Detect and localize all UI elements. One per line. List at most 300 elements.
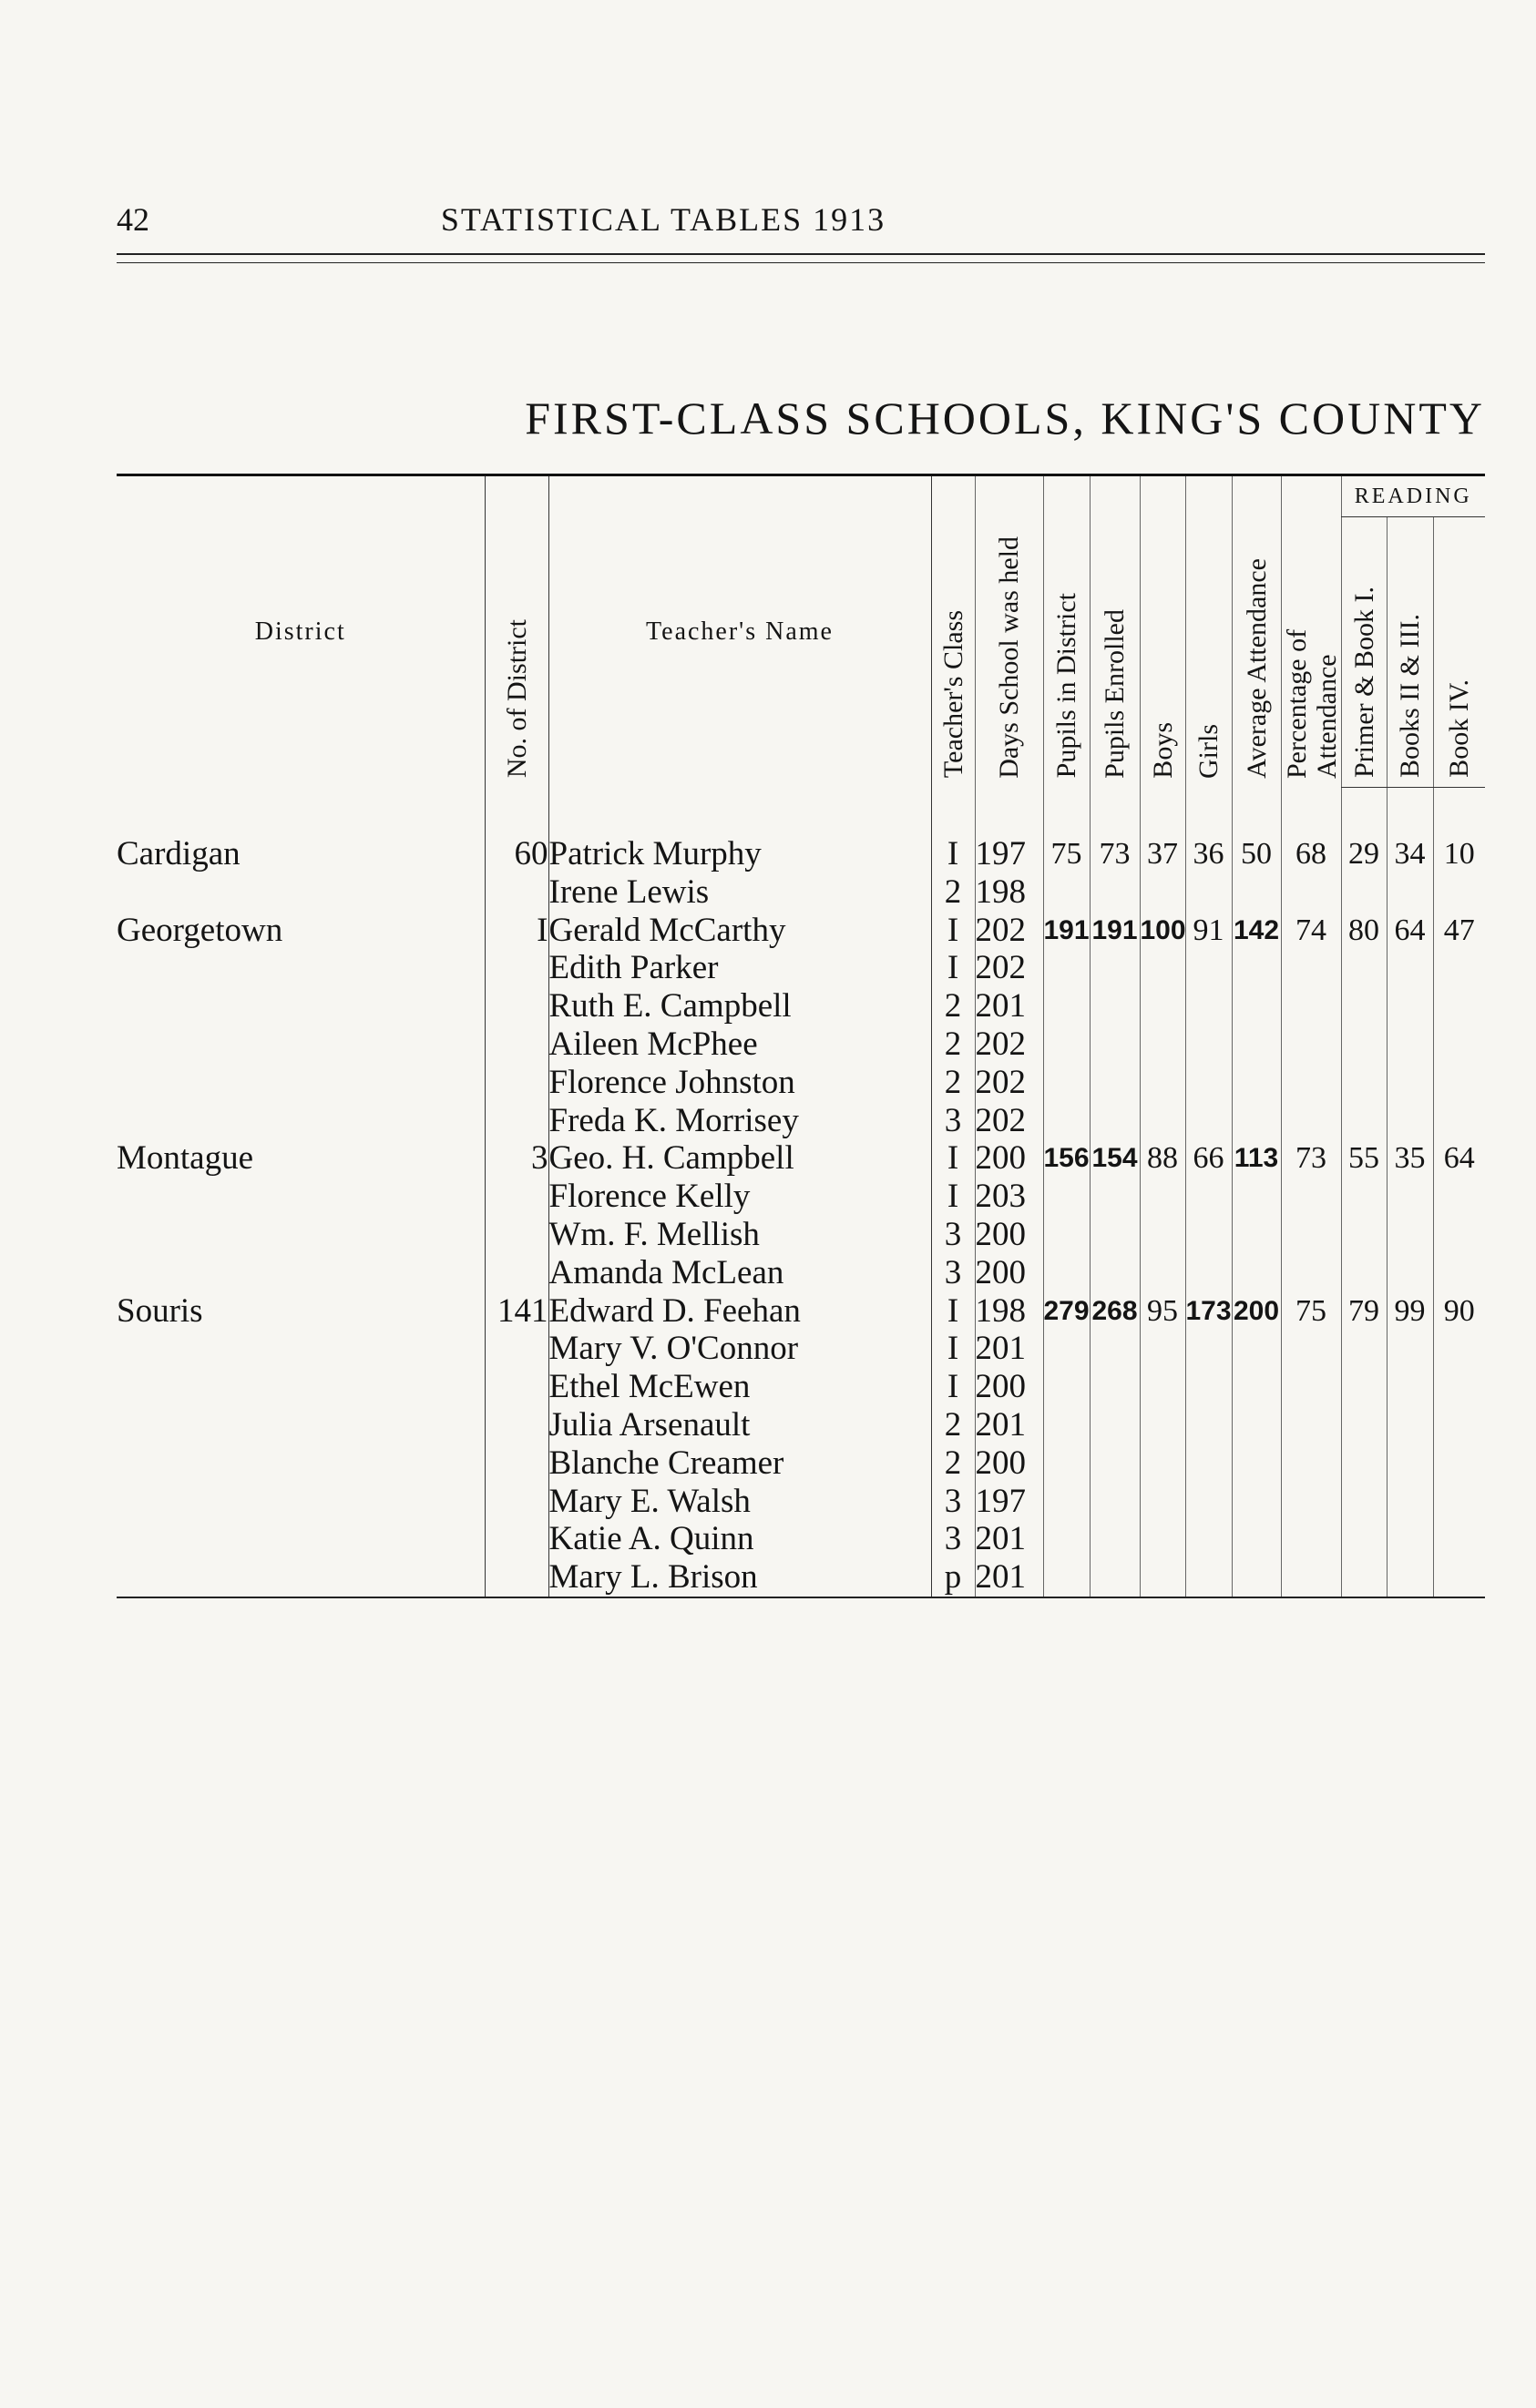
table-row (117, 1254, 1485, 1292)
primer-book-1-cell: 79 (1341, 1292, 1387, 1331)
table-row (117, 1368, 1485, 1406)
teacher-name-cell: Freda K. Morrisey (548, 1102, 931, 1140)
spacer-cell (931, 788, 975, 836)
teacher-name-cell: Wm. F. Mellish (548, 1216, 931, 1254)
girls-label: Girls (1193, 723, 1224, 779)
books-2-3-cell (1387, 1406, 1433, 1444)
girls-cell (1185, 1178, 1232, 1216)
days-held-cell: 200 (975, 1216, 1043, 1254)
average-attendance-cell (1232, 1558, 1281, 1597)
teacher-class-cell: 2 (931, 1025, 975, 1064)
average-attendance-cell (1232, 1444, 1281, 1483)
percentage-attendance-cell (1281, 1520, 1341, 1558)
boys-cell (1140, 1178, 1185, 1216)
column-header-no-of-district (485, 475, 548, 788)
table-row (117, 1178, 1485, 1216)
percentage-attendance-cell (1281, 1216, 1341, 1254)
spacer-cell (1232, 788, 1281, 836)
percentage-attendance-cell (1281, 1102, 1341, 1140)
spacer-cell (117, 788, 485, 836)
girls-cell (1185, 1406, 1232, 1444)
table-row (117, 873, 1485, 912)
girls-cell: 66 (1185, 1139, 1232, 1178)
pupils-enrolled-cell (1090, 1520, 1140, 1558)
teacher-name-cell: Aileen McPhee (548, 1025, 931, 1064)
pupils-enrolled-cell: 268 (1090, 1292, 1140, 1331)
column-header-pupils-enrolled (1090, 475, 1140, 788)
pupils-enrolled-cell (1090, 1178, 1140, 1216)
boys-cell: 95 (1140, 1292, 1185, 1331)
pupils-in-district-cell (1043, 1330, 1090, 1368)
average-attendance-cell (1232, 1178, 1281, 1216)
table-row (117, 1216, 1485, 1254)
column-header-district (117, 475, 485, 788)
teacher-class-cell: 2 (931, 1406, 975, 1444)
column-header-books-2-3 (1387, 517, 1433, 788)
table-row (117, 1406, 1485, 1444)
boys-cell (1140, 1558, 1185, 1597)
teacher-class-cell: I (931, 1368, 975, 1406)
percentage-attendance-cell: 73 (1281, 1139, 1341, 1178)
teacher-class-cell: 2 (931, 987, 975, 1025)
book-4-cell (1433, 949, 1485, 987)
district-cell (117, 1216, 485, 1254)
spacer-cell (1387, 788, 1433, 836)
header-rule (117, 253, 1485, 263)
boys-cell: 37 (1140, 835, 1185, 873)
district-number-cell (485, 1368, 548, 1406)
teacher-class-cell: 3 (931, 1216, 975, 1254)
pupils-in-district-label: Pupils in District (1051, 593, 1081, 779)
pupils-enrolled-cell: 191 (1090, 912, 1140, 950)
teacher-name-cell: Katie A. Quinn (548, 1520, 931, 1558)
column-header-percentage-attendance (1281, 475, 1341, 788)
pupils-enrolled-cell (1090, 873, 1140, 912)
boys-cell (1140, 1483, 1185, 1521)
pupils-enrolled-cell (1090, 1025, 1140, 1064)
days-held-cell: 198 (975, 873, 1043, 912)
percentage-attendance-cell (1281, 1558, 1341, 1597)
teacher-class-cell: I (931, 1178, 975, 1216)
book-4-cell (1433, 1102, 1485, 1140)
girls-cell (1185, 987, 1232, 1025)
teacher-name-cell: Gerald McCarthy (548, 912, 931, 950)
books-2-3-cell (1387, 1178, 1433, 1216)
spacer-cell (1433, 788, 1485, 836)
teacher-name-cell: Florence Kelly (548, 1178, 931, 1216)
table-row (117, 1330, 1485, 1368)
district-number-cell (485, 1102, 548, 1140)
district-number-cell (485, 1444, 548, 1483)
pupils-in-district-cell (1043, 949, 1090, 987)
percentage-attendance-cell (1281, 873, 1341, 912)
books-2-3-cell (1387, 1444, 1433, 1483)
book-4-cell (1433, 987, 1485, 1025)
boys-cell (1140, 1520, 1185, 1558)
teacher-class-cell: I (931, 1139, 975, 1178)
pupils-in-district-cell (1043, 1025, 1090, 1064)
girls-cell (1185, 1025, 1232, 1064)
boys-cell (1140, 949, 1185, 987)
teacher-name-cell: Florence Johnston (548, 1064, 931, 1102)
primer-book-1-cell (1341, 1483, 1387, 1521)
percentage-attendance-cell (1281, 1254, 1341, 1292)
average-attendance-cell (1232, 1520, 1281, 1558)
pupils-enrolled-cell (1090, 1483, 1140, 1521)
days-held-cell: 201 (975, 987, 1043, 1025)
teacher-class-label: Teacher's Class (937, 610, 968, 779)
days-held-cell: 202 (975, 1064, 1043, 1102)
girls-cell (1185, 1520, 1232, 1558)
district-number-cell (485, 987, 548, 1025)
girls-cell (1185, 873, 1232, 912)
girls-cell (1185, 1216, 1232, 1254)
percentage-attendance-cell (1281, 1330, 1341, 1368)
percentage-attendance-cell: 75 (1281, 1292, 1341, 1331)
pupils-in-district-cell (1043, 1064, 1090, 1102)
pupils-in-district-cell (1043, 1102, 1090, 1140)
books-2-3-cell: 35 (1387, 1139, 1433, 1178)
teacher-class-cell: I (931, 1330, 975, 1368)
column-header-average-attendance (1232, 475, 1281, 788)
books-2-3-cell (1387, 1520, 1433, 1558)
spacer-cell (1281, 788, 1341, 836)
teacher-class-cell: 2 (931, 873, 975, 912)
teacher-name-cell: Blanche Creamer (548, 1444, 931, 1483)
days-held-cell: 202 (975, 1102, 1043, 1140)
boys-cell (1140, 873, 1185, 912)
district-cell (117, 1064, 485, 1102)
girls-cell: 173 (1185, 1292, 1232, 1331)
district-number-cell: 60 (485, 835, 548, 873)
teacher-name-cell: Mary V. O'Connor (548, 1330, 931, 1368)
district-cell (117, 1178, 485, 1216)
pupils-in-district-cell: 156 (1043, 1139, 1090, 1178)
pupils-enrolled-cell (1090, 1368, 1140, 1406)
district-cell (117, 873, 485, 912)
teacher-class-cell: I (931, 1292, 975, 1331)
district-number-cell (485, 1216, 548, 1254)
days-held-cell: 201 (975, 1520, 1043, 1558)
books-2-3-cell: 64 (1387, 912, 1433, 950)
girls-cell (1185, 949, 1232, 987)
table-row (117, 1025, 1485, 1064)
district-cell (117, 1102, 485, 1140)
table-row (117, 949, 1485, 987)
teacher-name-cell: Mary E. Walsh (548, 1483, 931, 1521)
boys-cell (1140, 1254, 1185, 1292)
book-4-cell (1433, 1216, 1485, 1254)
books-2-3-cell (1387, 1368, 1433, 1406)
book-4-cell (1433, 1064, 1485, 1102)
percentage-attendance-cell (1281, 1483, 1341, 1521)
book-4-cell (1433, 1330, 1485, 1368)
primer-book-1-cell (1341, 1444, 1387, 1483)
primer-book-1-cell: 29 (1341, 835, 1387, 873)
book-4-cell: 10 (1433, 835, 1485, 873)
column-header-teacher-class (931, 475, 975, 788)
book-4-cell (1433, 1254, 1485, 1292)
pupils-enrolled-cell (1090, 1406, 1140, 1444)
pupils-enrolled-cell (1090, 1216, 1140, 1254)
pupils-in-district-cell (1043, 1558, 1090, 1597)
district-cell: Georgetown (117, 911, 283, 949)
pupils-in-district-cell (1043, 1406, 1090, 1444)
teacher-name-header-label: Teacher's Name (646, 617, 834, 646)
books-2-3-cell: 99 (1387, 1292, 1433, 1331)
boys-label: Boys (1147, 721, 1178, 779)
boys-cell (1140, 1216, 1185, 1254)
pupils-in-district-cell (1043, 1483, 1090, 1521)
days-held-cell: 203 (975, 1178, 1043, 1216)
girls-cell (1185, 1558, 1232, 1597)
teacher-name-cell: Mary L. Brison (548, 1558, 931, 1597)
days-held-cell: 197 (975, 835, 1043, 873)
book-4-cell (1433, 1520, 1485, 1558)
district-number-cell (485, 1330, 548, 1368)
days-held-cell: 201 (975, 1558, 1043, 1597)
girls-cell (1185, 1483, 1232, 1521)
pupils-in-district-cell (1043, 1254, 1090, 1292)
district-number-cell (485, 1483, 548, 1521)
no-of-district-label: No. of District (501, 619, 532, 779)
spacer-cell (975, 788, 1043, 836)
pupils-in-district-cell (1043, 987, 1090, 1025)
books-2-3-label: Books II & III. (1395, 614, 1425, 778)
district-cell: Cardigan (117, 835, 241, 872)
table-row (117, 1444, 1485, 1483)
average-attendance-cell (1232, 1216, 1281, 1254)
district-number-cell (485, 949, 548, 987)
boys-cell (1140, 987, 1185, 1025)
district-number-cell (485, 1520, 548, 1558)
column-header-book-4 (1433, 517, 1485, 788)
table-row (117, 1139, 1485, 1178)
teacher-name-cell: Ethel McEwen (548, 1368, 931, 1406)
book-4-cell (1433, 873, 1485, 912)
table-row (117, 835, 1485, 873)
days-held-cell: 198 (975, 1292, 1043, 1331)
primer-book-1-cell (1341, 1102, 1387, 1140)
primer-book-1-cell (1341, 1178, 1387, 1216)
days-held-cell: 200 (975, 1139, 1043, 1178)
books-2-3-cell (1387, 1102, 1433, 1140)
pupils-in-district-cell (1043, 1520, 1090, 1558)
table-row (117, 1292, 1485, 1331)
primer-book-1-cell (1341, 1254, 1387, 1292)
column-header-teacher-name (548, 475, 931, 788)
days-held-cell: 200 (975, 1254, 1043, 1292)
spacer-cell (485, 788, 548, 836)
book-4-cell (1433, 1025, 1485, 1064)
average-attendance-cell: 200 (1232, 1292, 1281, 1331)
book-4-cell: 90 (1433, 1292, 1485, 1331)
teacher-class-cell: 3 (931, 1520, 975, 1558)
primer-book-1-cell (1341, 1406, 1387, 1444)
girls-cell: 36 (1185, 835, 1232, 873)
books-2-3-cell (1387, 987, 1433, 1025)
table-row (117, 1558, 1485, 1597)
percentage-attendance-cell (1281, 949, 1341, 987)
days-held-cell: 201 (975, 1330, 1043, 1368)
girls-cell: 91 (1185, 912, 1232, 950)
teacher-class-cell: 2 (931, 1444, 975, 1483)
percentage-attendance-cell: 74 (1281, 912, 1341, 950)
book-4-cell (1433, 1368, 1485, 1406)
boys-cell (1140, 1025, 1185, 1064)
percentage-attendance-label: Percentage of Attendance (1281, 628, 1342, 779)
column-header-pupils-in-district (1043, 475, 1090, 788)
spacer-cell (1043, 788, 1090, 836)
teacher-name-cell: Edith Parker (548, 949, 931, 987)
pupils-in-district-cell (1043, 1178, 1090, 1216)
teacher-class-cell: I (931, 912, 975, 950)
primer-book-1-cell (1341, 1368, 1387, 1406)
primer-book-1-cell (1341, 1520, 1387, 1558)
book-4-cell (1433, 1406, 1485, 1444)
books-2-3-cell (1387, 873, 1433, 912)
district-number-cell: I (485, 912, 548, 950)
teacher-name-cell: Patrick Murphy (548, 835, 931, 873)
percentage-attendance-cell: 68 (1281, 835, 1341, 873)
girls-cell (1185, 1254, 1232, 1292)
percentage-attendance-cell (1281, 1406, 1341, 1444)
spacer-cell (548, 788, 931, 836)
percentage-attendance-cell (1281, 1444, 1341, 1483)
district-number-cell: 141 (485, 1292, 548, 1331)
average-attendance-cell (1232, 1368, 1281, 1406)
books-2-3-cell (1387, 949, 1433, 987)
district-number-cell (485, 873, 548, 912)
average-attendance-cell (1232, 949, 1281, 987)
schools-table (117, 474, 1485, 1598)
days-held-cell: 202 (975, 912, 1043, 950)
boys-cell: 100 (1140, 912, 1185, 950)
spacer-cell (1185, 788, 1232, 836)
book-4-cell: 64 (1433, 1139, 1485, 1178)
table-row (117, 912, 1485, 950)
district-number-cell (485, 1254, 548, 1292)
boys-cell (1140, 1102, 1185, 1140)
average-attendance-cell (1232, 1025, 1281, 1064)
pupils-enrolled-cell (1090, 987, 1140, 1025)
percentage-attendance-cell (1281, 1368, 1341, 1406)
header-spacer-row (117, 788, 1485, 836)
district-cell (117, 1483, 485, 1521)
books-2-3-cell (1387, 1330, 1433, 1368)
teacher-class-cell: I (931, 835, 975, 873)
average-attendance-cell (1232, 1330, 1281, 1368)
district-number-cell (485, 1558, 548, 1597)
days-held-cell: 201 (975, 1406, 1043, 1444)
pupils-enrolled-cell (1090, 1102, 1140, 1140)
primer-book-1-cell (1341, 1216, 1387, 1254)
primer-book-1-cell (1341, 949, 1387, 987)
average-attendance-cell (1232, 1254, 1281, 1292)
books-2-3-cell: 34 (1387, 835, 1433, 873)
reading-group-label: READING (1354, 484, 1472, 508)
average-attendance-cell (1232, 873, 1281, 912)
primer-book-1-cell (1341, 873, 1387, 912)
district-number-cell (485, 1025, 548, 1064)
boys-cell (1140, 1406, 1185, 1444)
primer-book-1-cell (1341, 987, 1387, 1025)
table-row (117, 987, 1485, 1025)
district-cell (117, 1254, 485, 1292)
table-title: FIRST-CLASS SCHOOLS, KING'S COUNTY (525, 393, 1485, 444)
days-held-cell: 202 (975, 949, 1043, 987)
books-2-3-cell (1387, 1025, 1433, 1064)
pupils-in-district-cell (1043, 1368, 1090, 1406)
district-cell (117, 1330, 485, 1368)
spacer-cell (1140, 788, 1185, 836)
books-2-3-cell (1387, 1558, 1433, 1597)
district-number-cell (485, 1064, 548, 1102)
days-held-cell: 200 (975, 1368, 1043, 1406)
girls-cell (1185, 1368, 1232, 1406)
book-4-cell (1433, 1178, 1485, 1216)
book-4-label: Book IV. (1444, 679, 1475, 778)
teacher-name-cell: Julia Arsenault (548, 1406, 931, 1444)
column-group-reading (1341, 475, 1485, 517)
teacher-name-cell: Ruth E. Campbell (548, 987, 931, 1025)
pupils-in-district-cell (1043, 1216, 1090, 1254)
pupils-in-district-cell: 279 (1043, 1292, 1090, 1331)
primer-book-1-label: Primer & Book I. (1348, 587, 1379, 778)
teacher-name-cell: Amanda McLean (548, 1254, 931, 1292)
average-attendance-cell: 113 (1232, 1139, 1281, 1178)
books-2-3-cell (1387, 1483, 1433, 1521)
percentage-attendance-cell (1281, 1064, 1341, 1102)
girls-cell (1185, 1064, 1232, 1102)
pupils-enrolled-cell (1090, 1558, 1140, 1597)
girls-cell (1185, 1330, 1232, 1368)
teacher-class-cell: 3 (931, 1483, 975, 1521)
boys-cell: 88 (1140, 1139, 1185, 1178)
column-header-boys (1140, 475, 1185, 788)
pupils-enrolled-cell (1090, 1254, 1140, 1292)
primer-book-1-cell (1341, 1025, 1387, 1064)
primer-book-1-cell (1341, 1064, 1387, 1102)
girls-cell (1185, 1444, 1232, 1483)
boys-cell (1140, 1064, 1185, 1102)
district-number-cell (485, 1178, 548, 1216)
book-4-cell (1433, 1444, 1485, 1483)
pupils-in-district-cell: 75 (1043, 835, 1090, 873)
primer-book-1-cell (1341, 1330, 1387, 1368)
boys-cell (1140, 1330, 1185, 1368)
days-held-cell: 200 (975, 1444, 1043, 1483)
pupils-enrolled-cell (1090, 1330, 1140, 1368)
pupils-enrolled-label: Pupils Enrolled (1100, 608, 1130, 779)
district-cell: Montague (117, 1139, 254, 1178)
table-row (117, 1520, 1485, 1558)
district-cell (117, 1558, 485, 1597)
days-held-label: Days School was held (994, 536, 1024, 779)
spacer-cell (1341, 788, 1387, 836)
teacher-class-cell: 3 (931, 1102, 975, 1140)
pupils-in-district-cell: 191 (1043, 912, 1090, 950)
pupils-enrolled-cell: 73 (1090, 835, 1140, 873)
teacher-class-cell: 2 (931, 1064, 975, 1102)
pupils-in-district-cell (1043, 873, 1090, 912)
days-held-cell: 202 (975, 1025, 1043, 1064)
average-attendance-cell (1232, 1064, 1281, 1102)
average-attendance-cell (1232, 987, 1281, 1025)
book-4-cell (1433, 1483, 1485, 1521)
primer-book-1-cell (1341, 1558, 1387, 1597)
table-body (117, 788, 1485, 1597)
